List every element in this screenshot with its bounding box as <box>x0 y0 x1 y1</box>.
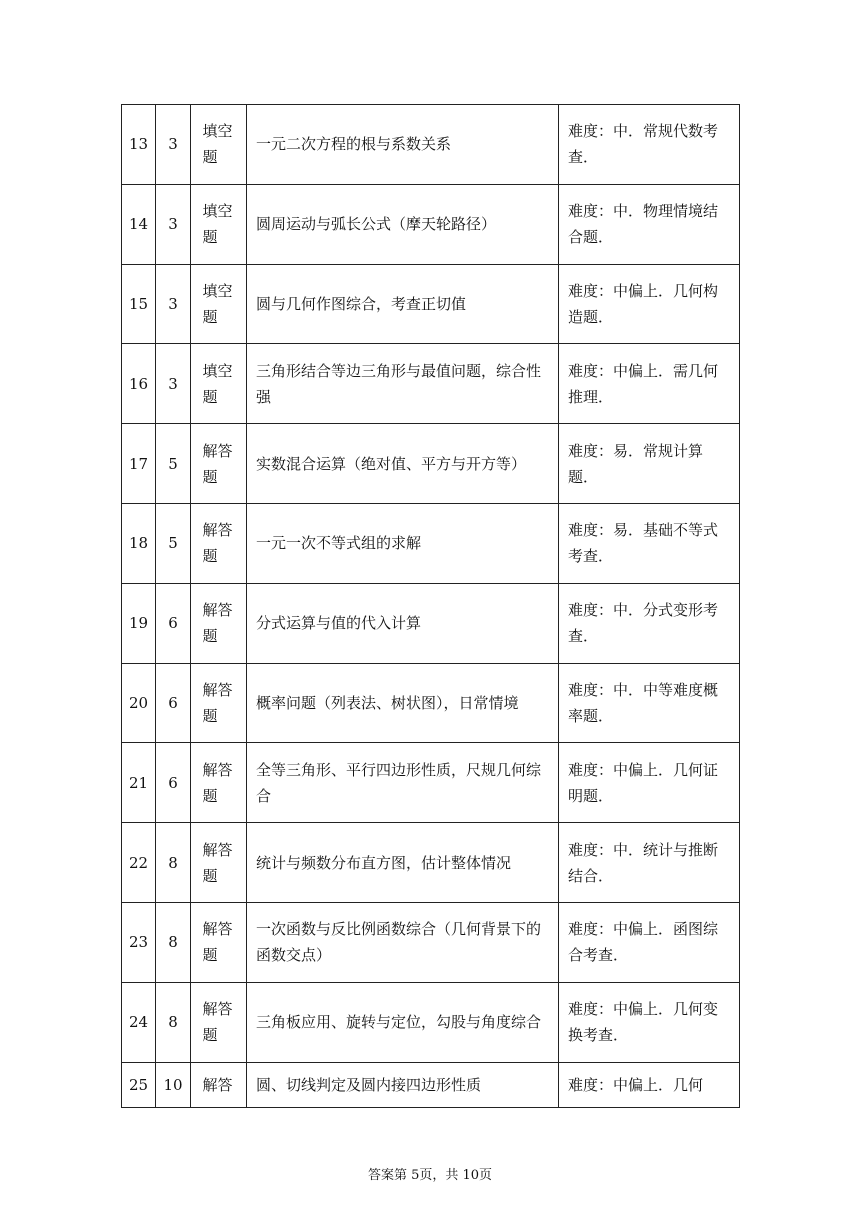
question-type: 解答题 <box>202 680 233 725</box>
question-number: 25 <box>122 1062 156 1107</box>
question-type-cell <box>191 743 247 823</box>
question-type-cell <box>191 264 247 344</box>
table-row <box>122 902 740 982</box>
page-footer: 答案第 5页，共 10页 <box>367 1168 493 1183</box>
table-row <box>122 105 740 185</box>
question-number: 16 <box>122 344 156 424</box>
table-row <box>122 663 740 743</box>
question-score: 8 <box>156 902 191 982</box>
question-score: 5 <box>156 503 191 583</box>
question-score: 6 <box>156 663 191 743</box>
table-row <box>122 823 740 903</box>
table-row <box>122 424 740 504</box>
table-row <box>122 184 740 264</box>
question-score: 8 <box>156 823 191 903</box>
question-type-cell <box>191 503 247 583</box>
difficulty-note: 难度：中偏上．几何构造题． <box>559 264 740 344</box>
question-score: 3 <box>156 344 191 424</box>
knowledge-point: 三角板应用、旋转与定位，勾股与角度综合 <box>247 982 559 1062</box>
table-row <box>122 583 740 663</box>
knowledge-point: 实数混合运算（绝对值、平方与开方等） <box>247 424 559 504</box>
table-row <box>122 1062 740 1107</box>
difficulty-note: 难度：中偏上．需几何推理． <box>559 344 740 424</box>
question-type: 填空题 <box>202 202 233 247</box>
knowledge-point: 一次函数与反比例函数综合（几何背景下的函数交点） <box>247 902 559 982</box>
question-type: 填空题 <box>202 122 233 167</box>
question-type-cell <box>191 344 247 424</box>
question-number: 17 <box>122 424 156 504</box>
question-type-cell <box>191 184 247 264</box>
question-score: 5 <box>156 424 191 504</box>
difficulty-note: 难度：易．基础不等式考查． <box>559 503 740 583</box>
question-type: 解答题 <box>202 840 233 885</box>
question-number: 20 <box>122 663 156 743</box>
table-row <box>122 503 740 583</box>
question-type: 解答题 <box>202 441 233 486</box>
question-type: 填空题 <box>202 361 233 406</box>
question-number: 14 <box>122 184 156 264</box>
question-type-cell <box>191 1062 247 1107</box>
knowledge-point: 分式运算与值的代入计算 <box>247 583 559 663</box>
question-type: 解答 <box>202 1075 233 1094</box>
question-type-cell <box>191 902 247 982</box>
knowledge-point: 圆周运动与弧长公式（摩天轮路径） <box>247 184 559 264</box>
question-score: 8 <box>156 982 191 1062</box>
question-type-cell <box>191 982 247 1062</box>
difficulty-note: 难度：中．统计与推断结合． <box>559 823 740 903</box>
question-type: 解答题 <box>202 920 233 965</box>
question-score: 3 <box>156 105 191 185</box>
knowledge-point: 圆、切线判定及圆内接四边形性质 <box>247 1062 559 1107</box>
table-body <box>122 105 740 1108</box>
knowledge-point: 全等三角形、平行四边形性质，尺规几何综合 <box>247 743 559 823</box>
difficulty-note: 难度：中．物理情境结合题． <box>559 184 740 264</box>
question-analysis-table-wrap <box>121 104 740 1108</box>
question-score: 3 <box>156 264 191 344</box>
question-number: 21 <box>122 743 156 823</box>
difficulty-note: 难度：中偏上．几何证明题． <box>559 743 740 823</box>
table-row <box>122 743 740 823</box>
knowledge-point: 一元一次不等式组的求解 <box>247 503 559 583</box>
question-number: 18 <box>122 503 156 583</box>
question-score: 6 <box>156 743 191 823</box>
question-type-cell <box>191 823 247 903</box>
question-score: 6 <box>156 583 191 663</box>
question-number: 24 <box>122 982 156 1062</box>
question-score: 3 <box>156 184 191 264</box>
question-type-cell <box>191 424 247 504</box>
knowledge-point: 圆与几何作图综合，考查正切值 <box>247 264 559 344</box>
question-type-cell <box>191 663 247 743</box>
knowledge-point: 三角形结合等边三角形与最值问题，综合性强 <box>247 344 559 424</box>
question-number: 22 <box>122 823 156 903</box>
question-number: 15 <box>122 264 156 344</box>
question-type: 解答题 <box>202 760 233 805</box>
table-row <box>122 344 740 424</box>
difficulty-note: 难度：中．常规代数考查． <box>559 105 740 185</box>
question-number: 23 <box>122 902 156 982</box>
question-score: 10 <box>156 1062 191 1107</box>
table-row <box>122 982 740 1062</box>
question-type: 解答题 <box>202 1000 233 1045</box>
question-number: 19 <box>122 583 156 663</box>
difficulty-note: 难度：中偏上．几何 <box>559 1062 740 1107</box>
question-type-cell <box>191 583 247 663</box>
question-number: 13 <box>122 105 156 185</box>
difficulty-note: 难度：中．分式变形考查． <box>559 583 740 663</box>
difficulty-note: 难度：中偏上．几何变换考查． <box>559 982 740 1062</box>
knowledge-point: 统计与频数分布直方图，估计整体情况 <box>247 823 559 903</box>
difficulty-note: 难度：中偏上．函图综合考查． <box>559 902 740 982</box>
knowledge-point: 一元二次方程的根与系数关系 <box>247 105 559 185</box>
difficulty-note: 难度：中．中等难度概率题． <box>559 663 740 743</box>
knowledge-point: 概率问题（列表法、树状图），日常情境 <box>247 663 559 743</box>
question-type: 解答题 <box>202 521 233 566</box>
question-type: 填空题 <box>202 281 233 326</box>
question-type: 解答题 <box>202 601 233 646</box>
difficulty-note: 难度：易．常规计算题． <box>559 424 740 504</box>
table-row <box>122 264 740 344</box>
question-type-cell <box>191 105 247 185</box>
question-analysis-table <box>121 104 740 1108</box>
